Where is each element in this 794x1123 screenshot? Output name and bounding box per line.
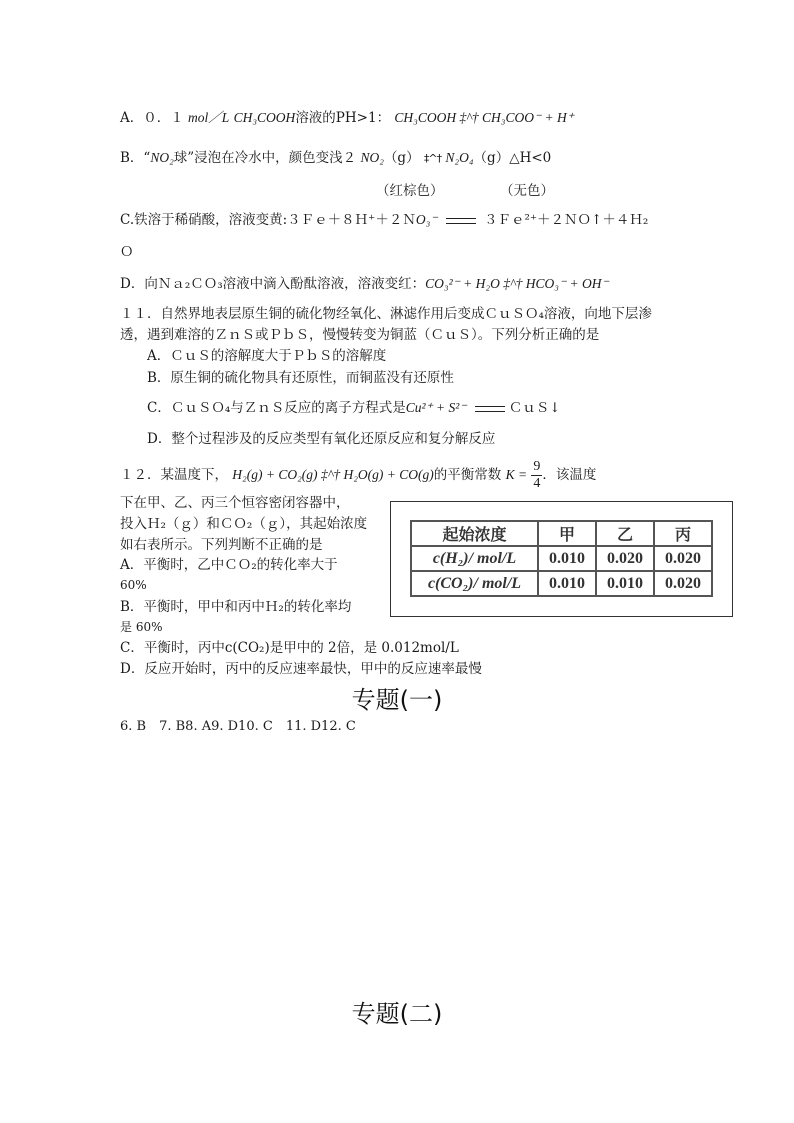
table-cell: 0.020 [654, 571, 712, 596]
q12-line2: 下在甲、乙、丙三个恒容密闭容器中， [120, 495, 350, 511]
q12-line1: １２．某温度下， H₂(g) + CO₂(g) ‡^† H₂O(g) + CO(g)的平衡常数 K = $\frac{9}{4}$ ．该温度 [120, 459, 597, 491]
equals-sign-icon [446, 218, 476, 224]
color-label-brown: （红棕色） [376, 183, 444, 199]
table-row-label: c(H₂)/ mol/L [411, 546, 538, 571]
q12-option-a: A．平衡时，乙中ＣＯ₂的转化率大于 [120, 557, 338, 573]
q11-line2: 透，遇到难溶的ＺｎＳ或ＰｂＳ，慢慢转变为铜蓝（ＣｕＳ）。下列分析正确的是 [120, 327, 600, 343]
section-title-1: 专题(一) [351, 686, 443, 714]
q12-line4: 如右表所示。下列判断不正确的是 [120, 537, 323, 553]
equals-sign-icon [475, 406, 505, 412]
section-title-2: 专题(二) [351, 1000, 443, 1028]
q12-option-b: B．平衡时，甲中和丙中Ｈ₂的转化率均 [120, 599, 352, 615]
option-a: A．０．１ mol／L CH₃COOH溶液的PH>1： CH₃COOH ‡^† CH₃COO⁻ + H⁺ [120, 110, 574, 126]
option-c-wrap: Ｏ [120, 244, 134, 260]
table-row [411, 571, 712, 596]
table-cell: 0.010 [596, 571, 654, 596]
q12-option-c: C．平衡时，丙中c(CO₂)是甲中的 2倍，是 0.012mol/L [120, 640, 459, 656]
q11-option-c: C．ＣｕＳＯ₄与ＺｎＳ反应的离子方程式是Cu²⁺ + S²⁻ ＣｕＳ↓ [147, 400, 561, 416]
table-header-cell: 乙 [596, 521, 654, 546]
answer-key: 6. B 7. B8. A9. D10. C 11. D12. C [120, 719, 356, 734]
q11-option-d: D．整个过程涉及的反应类型有氧化还原反应和复分解反应 [147, 431, 496, 447]
table-cell: 0.010 [538, 571, 596, 596]
color-label-colorless: （无色） [500, 183, 554, 199]
table-header-cell: 丙 [654, 521, 712, 546]
option-d: D．向Ｎａ₂ＣＯ₃溶液中滴入酚酞溶液，溶液变红：CO₃²⁻ + H₂O ‡^† HCO₃⁻ + OH⁻ [120, 276, 609, 292]
q12-option-a-cont: 60% [120, 578, 147, 592]
table-cell: 0.010 [538, 546, 596, 571]
table-cell: 0.020 [654, 546, 712, 571]
table-header-row [411, 521, 712, 546]
q11-line1: １１．自然界地表层原生铜的硫化物经氧化、淋滤作用后变成ＣｕＳＯ₄溶液，向地下层渗 [120, 306, 652, 322]
q12-option-d: D．反应开始时，丙中的反应速率最快，甲中的反应速率最慢 [120, 661, 482, 677]
table-header-cell: 起始浓度 [411, 521, 538, 546]
concentration-table-frame [390, 501, 733, 617]
q11-option-b: B．原生铜的硫化物具有还原性，而铜蓝没有还原性 [147, 370, 454, 386]
k-fraction: $\frac{9}{4}$ [533, 459, 541, 491]
table-cell: 0.020 [596, 546, 654, 571]
table-row-label: c(CO₂)/ mol/L [411, 571, 538, 596]
table-header-cell: 甲 [538, 521, 596, 546]
q12-line3: 投入Ｈ₂（ｇ）和ＣＯ₂（ｇ），其起始浓度 [120, 516, 368, 532]
q12-option-b-cont: 是 60% [120, 620, 163, 634]
concentration-table [410, 520, 713, 597]
q11-option-a: A．ＣｕＳ的溶解度大于ＰｂＳ的溶解度 [147, 348, 387, 364]
table-row [411, 546, 712, 571]
option-c: C.铁溶于稀硝酸，溶液变黄:３Ｆｅ＋８Ｈ⁺＋２ＮO₃⁻ ３Ｆｅ²⁺＋２ＮＯ↑＋４Ｈ₂ [120, 212, 649, 228]
option-b: B．“NO₂球”浸泡在冷水中，颜色变浅２ NO₂（g） ‡^† N₂O₄（g）△H<0 [120, 150, 552, 166]
equilibrium-arrow-icon: ‡^† [423, 152, 442, 165]
